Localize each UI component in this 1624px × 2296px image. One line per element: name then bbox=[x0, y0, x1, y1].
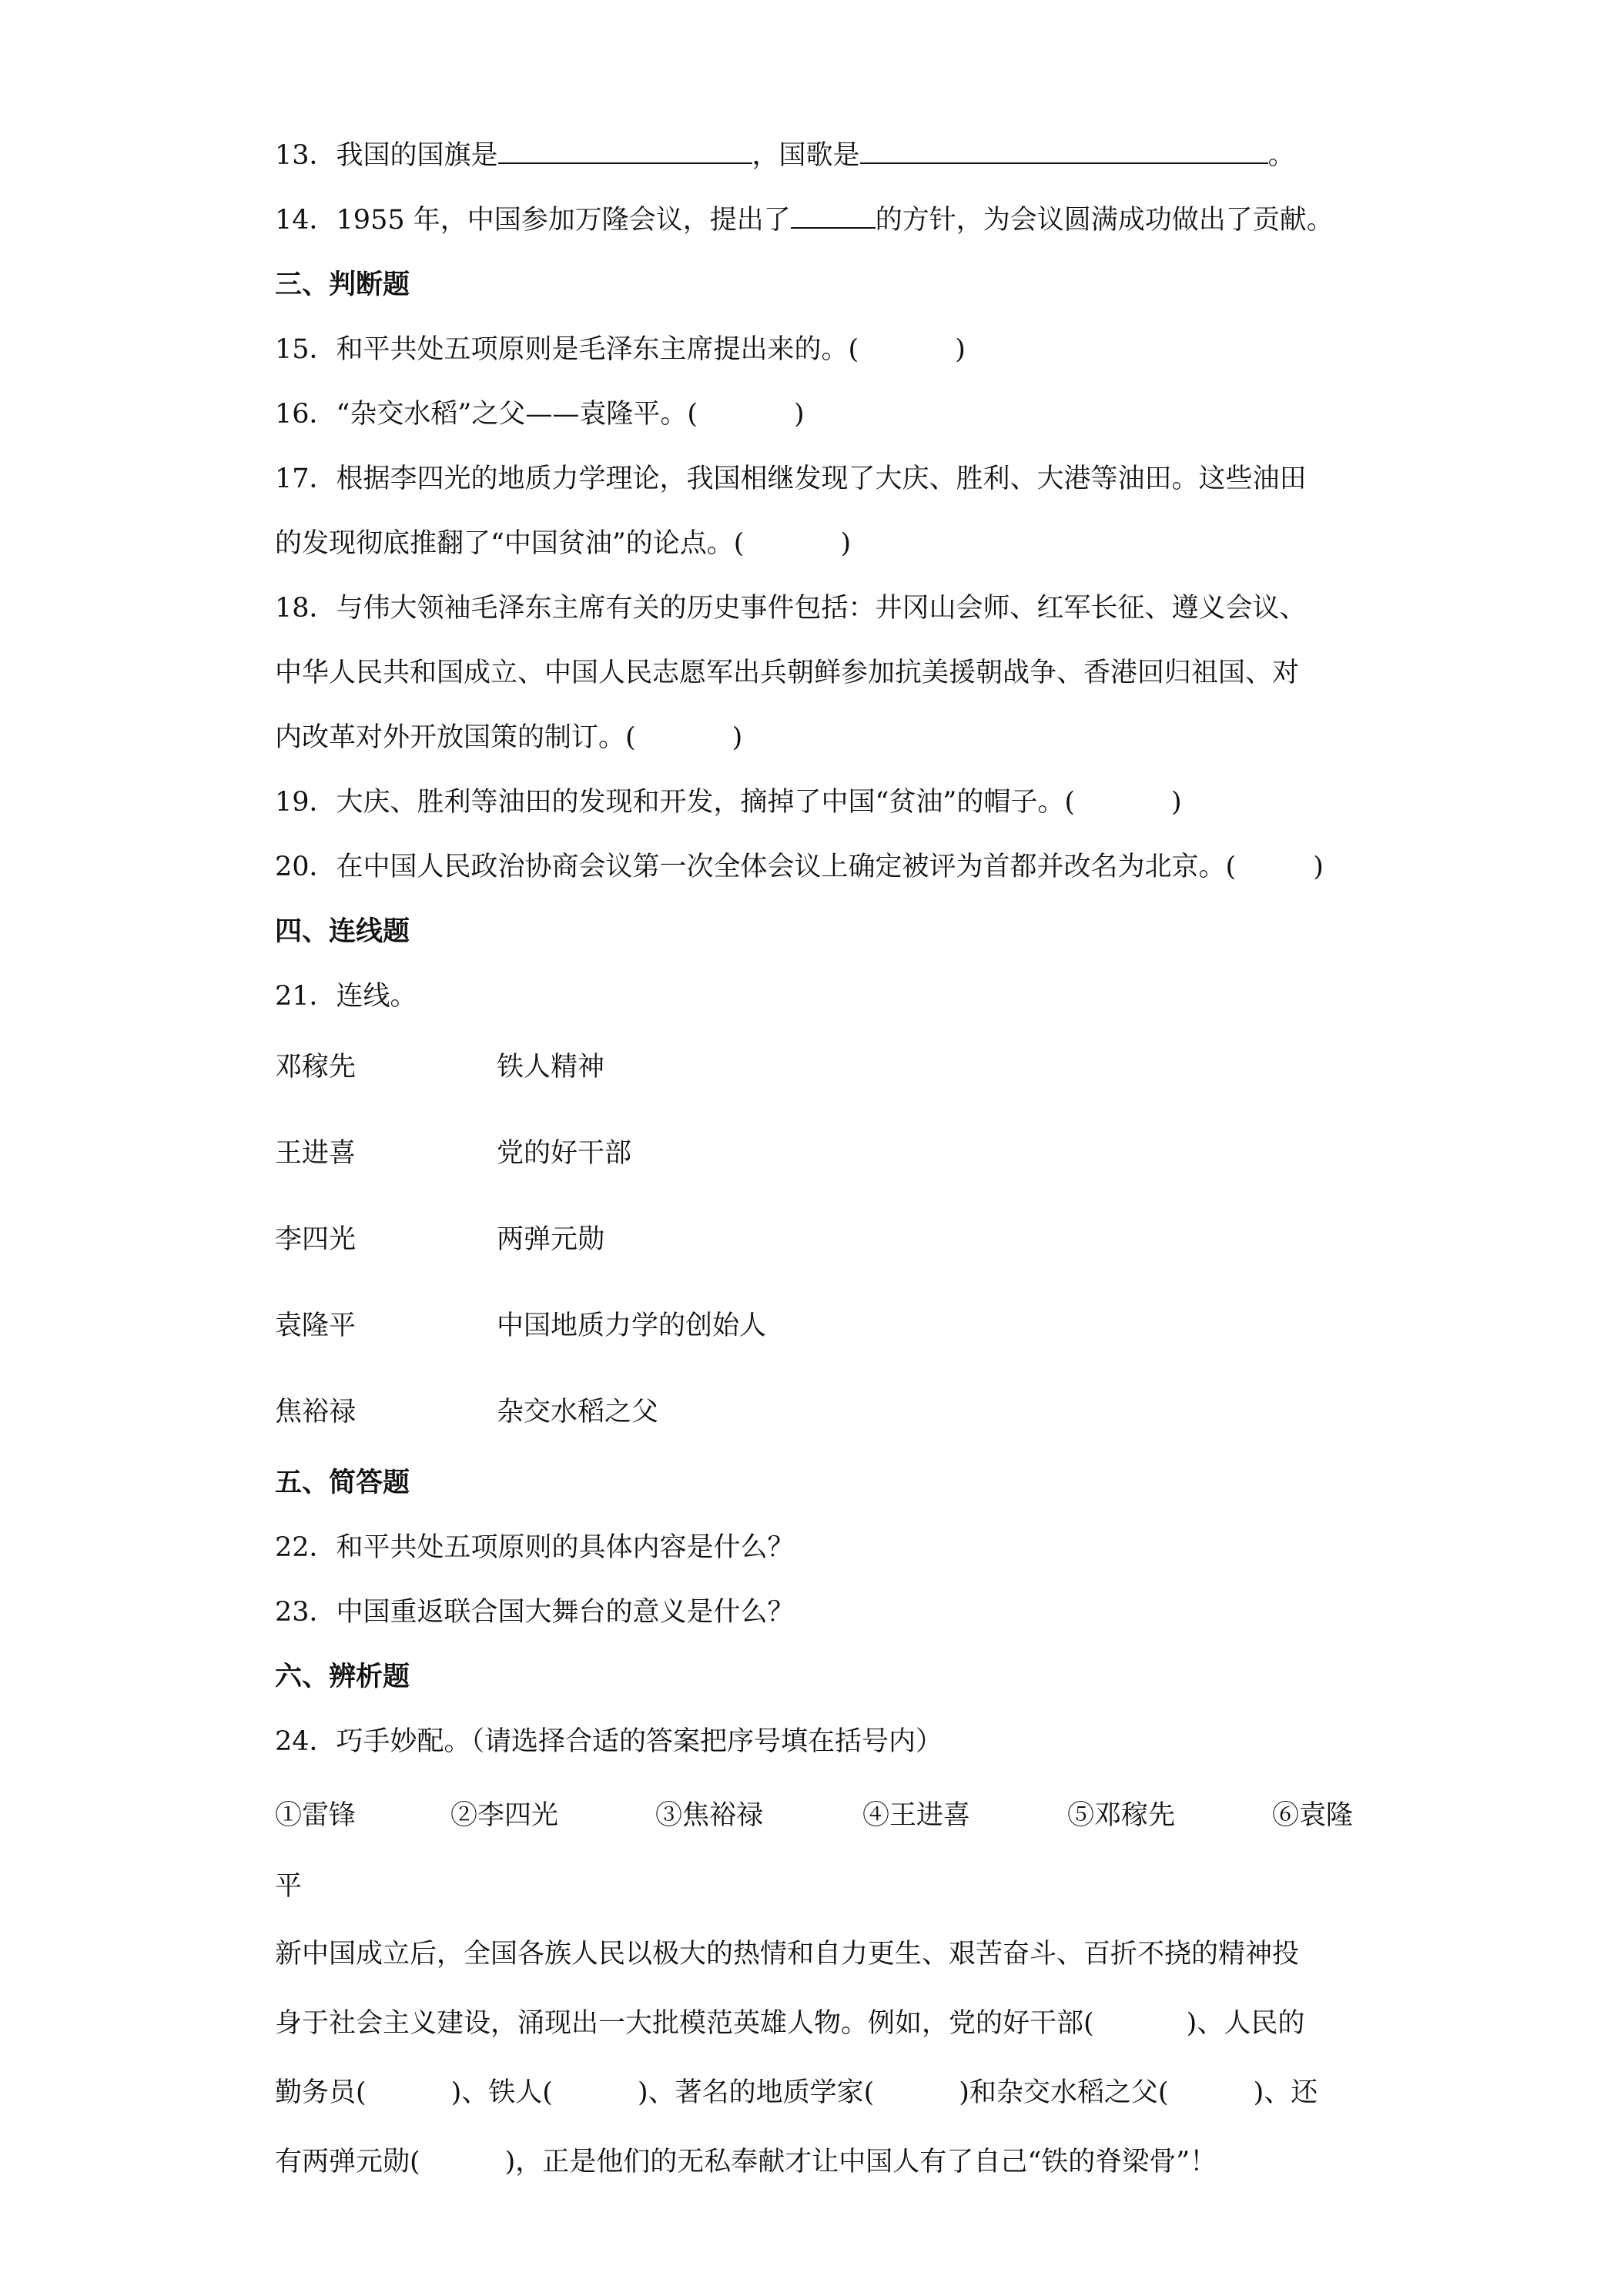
q19-close: ) bbox=[1170, 787, 1182, 818]
q24-paragraph-line4 bbox=[275, 2145, 1217, 2179]
match-right-item[interactable]: 杂交水稻之父 bbox=[497, 1397, 659, 1427]
q13-label: 13．我国的国旗是 bbox=[275, 140, 498, 171]
question-19 bbox=[275, 785, 1182, 819]
q20-text: 20．在中国人民政治协商会议第一次全体会议上确定被评为首都并改名为北京。( bbox=[275, 852, 1237, 882]
q13-end: 。 bbox=[1267, 140, 1295, 171]
question-18-line2: 中华人民共和国成立、中国人民志愿军出兵朝鲜参加抗美援朝战争、香港回归祖国、对 bbox=[275, 658, 1300, 688]
section-heading-analysis: 六、辨析题 bbox=[275, 1661, 410, 1692]
q24-paragraph-line1: 新中国成立后，全国各族人民以极大的热情和自力更生、艰苦奋斗、百折不挠的精神投 bbox=[275, 1939, 1300, 1970]
question-15 bbox=[275, 333, 966, 366]
match-left-item[interactable]: 李四光 bbox=[275, 1224, 357, 1255]
question-17-line1: 17．根据李四光的地质力学理论，我国相继发现了大庆、胜利、大港等油田。这些油田 bbox=[275, 464, 1307, 494]
q15-close: ) bbox=[955, 334, 966, 365]
question-18-line1: 18．与伟大领袖毛泽东主席有关的历史事件包括：井冈山会师、红军长征、遵义会议、 bbox=[275, 593, 1307, 624]
q16-close: ) bbox=[793, 399, 805, 430]
q14-blank[interactable] bbox=[791, 204, 876, 229]
match-right-item[interactable]: 铁人精神 bbox=[497, 1052, 605, 1083]
option-wrap-text: 平 bbox=[275, 1871, 303, 1902]
match-left-item[interactable]: 邓稼先 bbox=[275, 1052, 357, 1083]
question-24: 24．巧手妙配。（请选择合适的答案把序号填在括号内） bbox=[275, 1726, 943, 1757]
question-23: 23．中国重返联合国大舞台的意义是什么？ bbox=[275, 1597, 795, 1628]
question-14 bbox=[275, 203, 1334, 237]
q24-text: 身于社会主义建设，涌现出一大批模范英雄人物。例如，党的好干部( bbox=[275, 2008, 1094, 2039]
q24-text: )、铁人( bbox=[450, 2077, 553, 2108]
q24-text: 勤务员( bbox=[275, 2077, 367, 2108]
option-item: ④王进喜 bbox=[862, 1800, 971, 1831]
match-right-item[interactable]: 中国地质力学的创始人 bbox=[497, 1310, 767, 1341]
option-item: ①雷锋 bbox=[275, 1800, 357, 1831]
q24-paragraph-line3 bbox=[275, 2076, 1318, 2110]
q13-mid: ，国歌是 bbox=[752, 140, 860, 171]
match-left-item[interactable]: 袁隆平 bbox=[275, 1310, 357, 1341]
match-right-item[interactable]: 党的好干部 bbox=[497, 1138, 632, 1169]
option-item: ②李四光 bbox=[450, 1800, 559, 1831]
q18-line3-text: 内改革对外开放国策的制订。( bbox=[275, 722, 636, 753]
q24-text: 有两弹元勋( bbox=[275, 2147, 420, 2177]
q24-text: )，正是他们的无私奉献才让中国人有了自己“铁的脊梁骨”！ bbox=[504, 2147, 1217, 2177]
q17-line2-text: 的发现彻底推翻了“中国贫油”的论点。( bbox=[275, 528, 745, 559]
q24-text: )、著名的地质学家( bbox=[637, 2077, 875, 2108]
q14-start: 14．1955 年，中国参加万隆会议，提出了 bbox=[275, 205, 791, 236]
q13-blank-anthem[interactable] bbox=[860, 139, 1268, 164]
question-17-line2 bbox=[275, 527, 851, 561]
section-heading-judgement: 三、判断题 bbox=[275, 269, 410, 300]
q24-text: )、人民的 bbox=[1186, 2008, 1305, 2039]
q16-text: 16．“杂交水稻”之父——袁隆平。( bbox=[275, 399, 698, 430]
question-20 bbox=[275, 850, 1324, 884]
q14-end: 的方针，为会议圆满成功做出了贡献。 bbox=[875, 205, 1334, 236]
q13-blank-flag[interactable] bbox=[498, 139, 752, 164]
q19-text: 19．大庆、胜利等油田的发现和开发，摘掉了中国“贫油”的帽子。( bbox=[275, 787, 1075, 818]
question-18-line3 bbox=[275, 721, 742, 755]
option-item: ③焦裕禄 bbox=[655, 1800, 764, 1831]
question-16 bbox=[275, 397, 805, 431]
match-right-item[interactable]: 两弹元勋 bbox=[497, 1224, 605, 1255]
question-22: 22．和平共处五项原则的具体内容是什么？ bbox=[275, 1532, 795, 1563]
q20-close: ) bbox=[1313, 852, 1324, 882]
option-item: ⑥袁隆 bbox=[1272, 1800, 1354, 1831]
section-heading-short-answer: 五、简答题 bbox=[275, 1467, 410, 1498]
section-heading-matching: 四、连线题 bbox=[275, 915, 410, 947]
q17-close: ) bbox=[840, 528, 852, 559]
match-left-item[interactable]: 王进喜 bbox=[275, 1138, 357, 1169]
q24-paragraph-line2 bbox=[275, 2006, 1304, 2040]
question-21: 21．连线。 bbox=[275, 981, 417, 1012]
q24-text: )和杂交水稻之父( bbox=[959, 2077, 1169, 2108]
q15-text: 15．和平共处五项原则是毛泽东主席提出来的。( bbox=[275, 334, 859, 365]
q24-text: )、还 bbox=[1253, 2077, 1318, 2108]
option-item: ⑤邓稼先 bbox=[1067, 1800, 1176, 1831]
match-left-item[interactable]: 焦裕禄 bbox=[275, 1397, 357, 1427]
question-13 bbox=[275, 139, 1295, 172]
q18-close: ) bbox=[732, 722, 743, 753]
